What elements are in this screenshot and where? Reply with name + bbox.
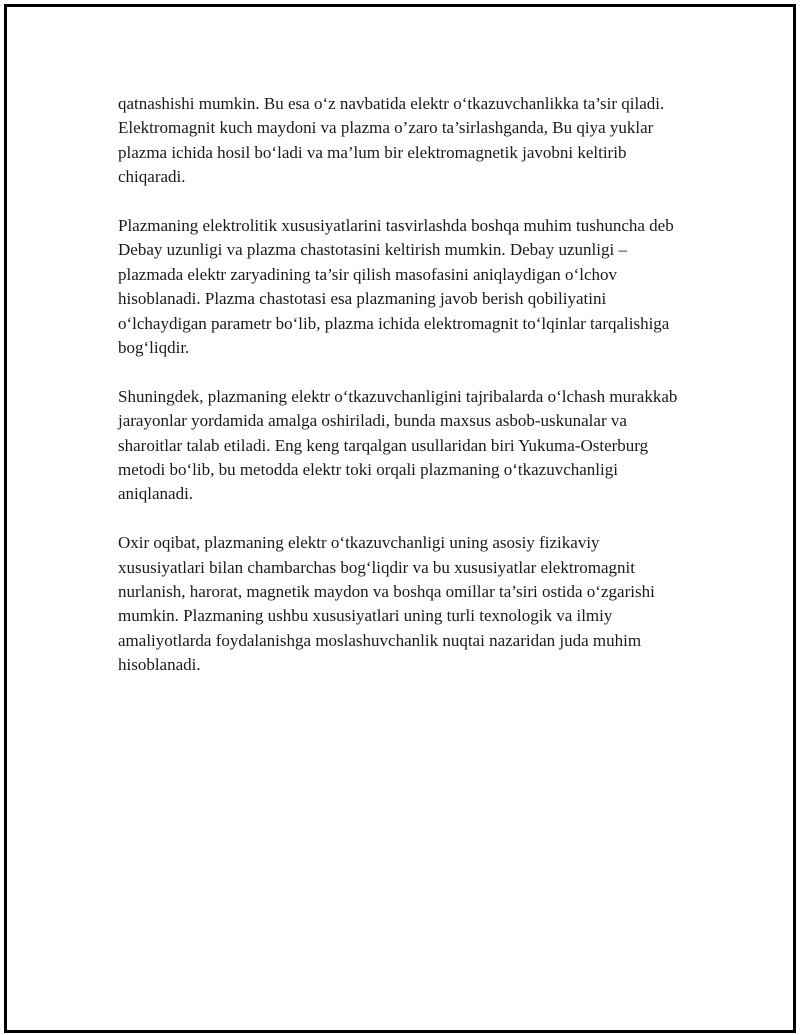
document-body (118, 92, 688, 702)
paragraph-4: Oxir oqibat, plazmaning elektr o‘tkazuvchanligi uning asosiy fizikaviy xususiyatlari bilan chambarchas bog‘liqdir va bu xususiyatlar elektromagnit nurlanish, harorat, magnetik maydon va boshqa omillar ta’siri ostida o‘zgarishi mumkin. Plazmaning ushbu xususiyatlari uning turli texnologik va ilmiy amaliyotlarda foydalanishga moslashuvchanlik nuqtai nazaridan juda muhim hisoblanadi. (118, 533, 655, 675)
paragraph-1: qatnashishi mumkin. Bu esa o‘z navbatida elektr o‘tkazuvchanlikka ta’sir qiladi. Elektromagnit kuch maydoni va plazma o’zaro ta’sirlashganda, Bu qiya yuklar plazma ichida hosil bo‘ladi va ma’lum bir elektromagnetik javobni keltirib chiqaradi. (118, 94, 665, 187)
paragraph-2: Plazmaning elektrolitik xususiyatlarini tasvirlashda boshqa muhim tushuncha deb Debay uzunligi va plazma chastotasini keltirish mumkin. Debay uzunligi – plazmada elektr zaryadining ta’sir qilish masofasini aniqlaydigan o‘lchov hisoblanadi. Plazma chastotasi esa plazmaning javob berish qobiliyatini o‘lchaydigan parametr bo‘lib, plazma ichida elektromagnit to‘lqinlar tarqalishiga bog‘liqdir. (118, 216, 674, 358)
paragraph-3: Shuningdek, plazmaning elektr o‘tkazuvchanligini tajribalarda o‘lchash murakkab jarayonlar yordamida amalga oshiriladi, bunda maxsus asbob-uskunalar va sharoitlar talab etiladi. Eng keng tarqalgan usullaridan biri Yukuma-Osterburg metodi bo‘lib, bu metodda elektr toki orqali plazmaning o‘tkazuvchanligi aniqlanadi. (118, 386, 678, 504)
